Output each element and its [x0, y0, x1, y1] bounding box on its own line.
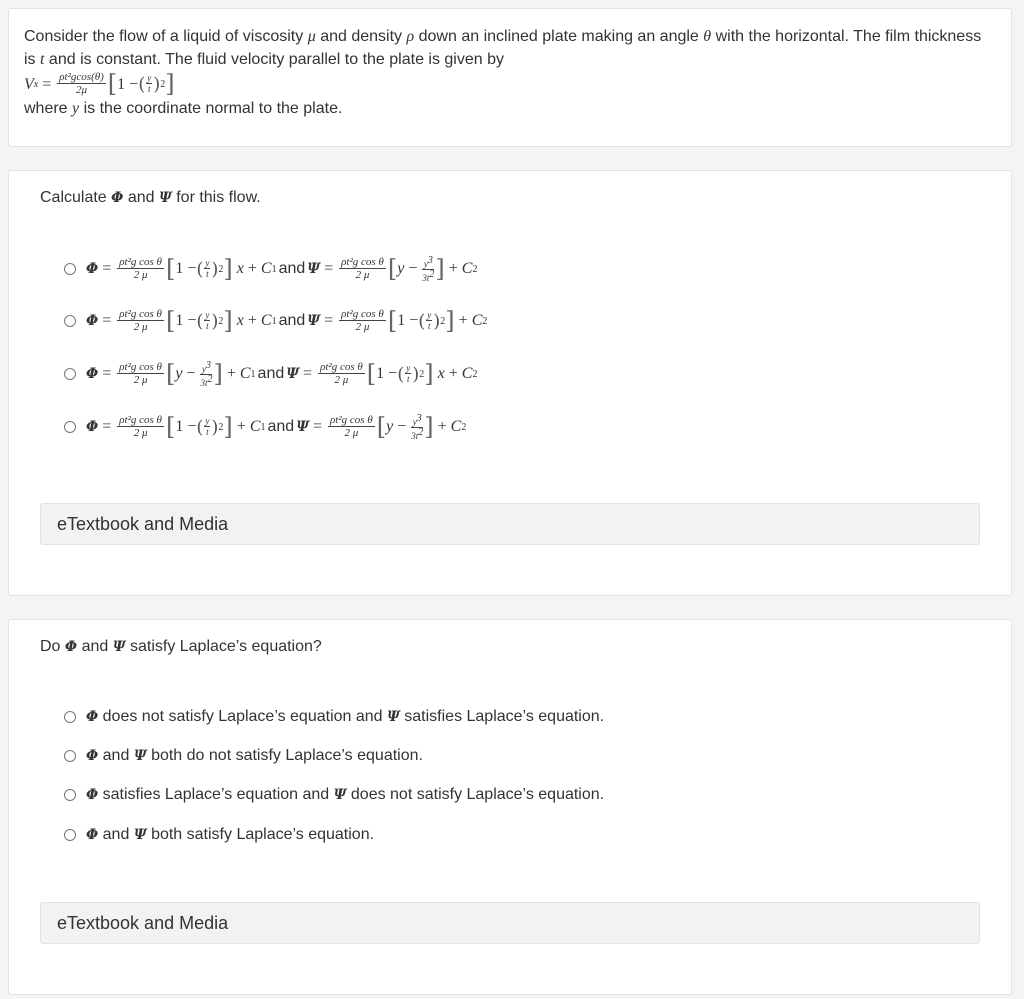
q1-option-c[interactable]: Φ = $\frac{\text{ρt²g cos θ}}{2 \mu}$ [ y − $\frac{y^3}{3t^2}$ ] + C 1 and Ψ = $\frac{\text{ρt²g cos θ}}{2 \mu}$ [ 1 − ( $\frac{y}{t}$ ) 2 ] x + C 2 — [64, 360, 477, 388]
problem-text: Consider the flow of a liquid of viscosity μ and density ρ down an inclined plate making an angle θ with the horizontal. The film thickness is t and is constant. The fluid velocity parallel to the plate is given by — [24, 28, 982, 68]
etextbook-media-button[interactable]: eTextbook and Media — [40, 902, 980, 944]
q2-option-d[interactable]: Φ and Ψ both satisfy Laplace’s equation. — [64, 826, 374, 844]
question-potential-stream-functions — [8, 170, 1012, 596]
radio-button[interactable] — [64, 421, 76, 433]
q1-option-d[interactable]: Φ = $\frac{\text{ρt²g cos θ}}{2 \mu}$ [ 1 − ( $\frac{y}{t}$ ) 2 ] + C 1 and Ψ = $\frac{\text{ρt²g cos θ}}{2 \mu}$ [ y − $\frac{y^3}{3t^2}$ ] + C 2 — [64, 413, 466, 441]
radio-button[interactable] — [64, 789, 76, 801]
radio-button[interactable] — [64, 829, 76, 841]
etextbook-media-button[interactable]: eTextbook and Media — [40, 503, 980, 545]
radio-button[interactable] — [64, 750, 76, 762]
q1-option-b[interactable]: Φ = $\frac{\text{ρt²g cos θ}}{2 \mu}$ [ 1 − ( $\frac{y}{t}$ ) 2 ] x + C 1 and Ψ = $\frac{\text{ρt²g cos θ}}{2 \mu}$ [ 1 − ( $\frac{y}{t}$ ) 2 ] + C 2 — [64, 307, 487, 335]
problem-statement — [8, 8, 1012, 147]
velocity-equation: V x = $\frac{\text{ρt²gcos(θ)}}{2\mu}$ [ 1 − ( $\frac{y}{t}$ ) 2 ] — [24, 69, 175, 98]
radio-button[interactable] — [64, 263, 76, 275]
q1-option-a[interactable]: Φ = $\frac{\text{ρt²g cos θ}}{2 \mu}$ [ 1 − ( $\frac{y}{t}$ ) 2 ] x + C 1 and Ψ = $\frac{\text{ρt²g cos θ}}{2 \mu}$ [ y − $\frac{y^3}{3t^2}$ ] + C 2 — [64, 255, 477, 283]
q2-option-a[interactable]: Φ does not satisfy Laplace’s equation and Ψ satisfies Laplace’s equation. — [64, 708, 604, 726]
q2-option-c[interactable]: Φ satisfies Laplace’s equation and Ψ does not satisfy Laplace’s equation. — [64, 786, 604, 804]
question-2-prompt: Do Φ and Ψ satisfy Laplace’s equation? — [40, 638, 322, 655]
radio-button[interactable] — [64, 368, 76, 380]
q2-option-b[interactable]: Φ and Ψ both do not satisfy Laplace’s equation. — [64, 747, 423, 765]
coordinate-note: where y is the coordinate normal to the plate. — [24, 100, 343, 117]
radio-button[interactable] — [64, 315, 76, 327]
question-laplace-equation — [8, 619, 1012, 995]
question-1-prompt: Calculate Φ and Ψ for this flow. — [40, 189, 261, 206]
radio-button[interactable] — [64, 711, 76, 723]
velocity-fraction: $\frac{\text{ρt²gcos(θ)}}{2\mu}$ — [59, 71, 104, 96]
